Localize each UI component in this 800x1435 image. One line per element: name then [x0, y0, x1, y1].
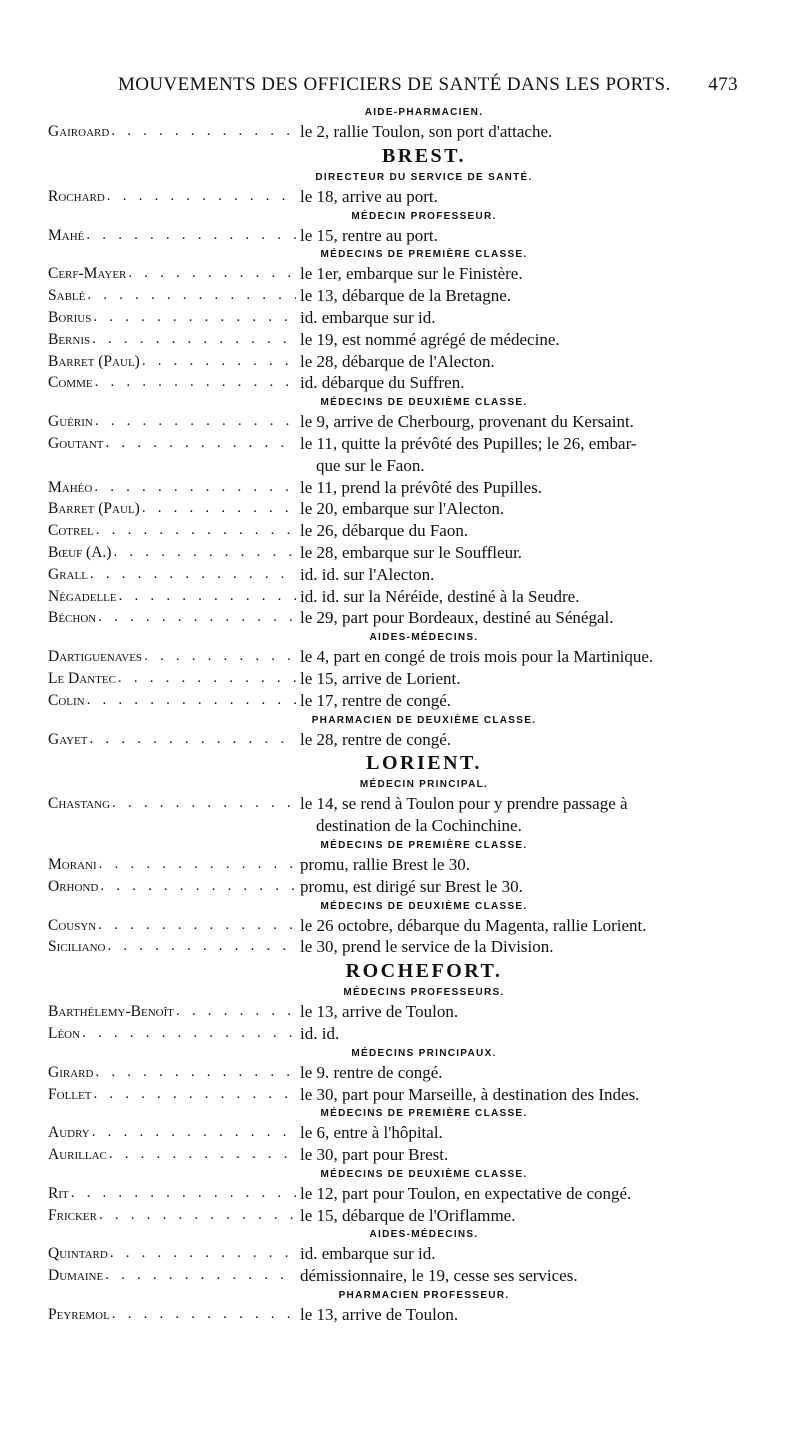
officer-name-cell — [48, 1243, 296, 1265]
rank-heading: MÉDECINS DE PREMIÈRE CLASSE. — [320, 1108, 528, 1120]
running-title: MOUVEMENTS DES OFFICIERS DE SANTÉ DANS LES PORTS. — [118, 74, 671, 95]
movement-description-cell — [296, 351, 740, 373]
officer-entry — [48, 121, 740, 143]
officer-name: Quintard — [48, 1245, 108, 1263]
movement-description-cell — [296, 729, 740, 751]
movement-description: le 20, embarque sur l'Alecton. — [300, 499, 505, 519]
movement-description: id. embarque sur id. — [300, 307, 436, 327]
movement-description-cell — [296, 1265, 740, 1287]
movement-description: le 30, part pour Marseille, à destination des Indes. — [300, 1084, 640, 1104]
movement-description-cell — [296, 854, 740, 876]
movement-description: le 9. rentre de congé. — [300, 1062, 443, 1082]
officer-name-cell — [48, 307, 296, 329]
officer-name: Dartiguenaves — [48, 648, 143, 666]
port-heading: BREST. — [381, 144, 467, 167]
movement-description-cell — [296, 329, 740, 351]
officer-name: Sablé — [48, 287, 86, 305]
officer-entry — [48, 186, 740, 208]
running-header — [118, 74, 738, 104]
leader-dots — [107, 186, 296, 208]
officer-name-cell — [48, 542, 296, 564]
movement-description: le 9, arrive de Cherbourg, provenant du Kersaint. — [300, 412, 634, 432]
officer-entry — [48, 1122, 740, 1144]
rank-heading: MÉDECIN PRINCIPAL. — [359, 779, 489, 791]
movement-description-cell — [296, 876, 740, 898]
officer-name-cell — [48, 854, 296, 876]
leader-dots — [118, 668, 296, 690]
officer-name: Borius — [48, 308, 92, 326]
movement-description-cell — [296, 1023, 740, 1045]
rank-heading: MÉDECINS DE DEUXIÈME CLASSE. — [320, 397, 528, 409]
movement-description: le 13, arrive de Toulon. — [300, 1002, 459, 1022]
movement-description: le 19, est nommé agrégé de médecine. — [300, 329, 560, 349]
movement-description: le 17, rentre de congé. — [300, 690, 452, 710]
officer-name-cell — [48, 586, 296, 608]
officer-name: Goutant — [48, 434, 104, 452]
movement-description-continued: destination de la Cochinchine. — [316, 816, 522, 836]
officer-entry — [48, 285, 740, 307]
officer-name-cell — [48, 1084, 296, 1106]
officer-name: Fricker — [48, 1206, 97, 1224]
officer-entry — [48, 854, 740, 876]
movement-description: promu, rallie Brest le 30. — [300, 854, 470, 874]
officer-name: Cotrel — [48, 522, 94, 540]
movement-description: le 26, débarque du Faon. — [300, 521, 469, 541]
movement-description: le 11, prend la prévôté des Pupilles. — [300, 477, 543, 497]
leader-dots — [142, 351, 296, 373]
officer-entry — [48, 433, 740, 477]
movement-description-cell — [296, 1205, 740, 1227]
leader-dots — [93, 1084, 296, 1106]
officer-entry — [48, 498, 740, 520]
movement-description-cell — [296, 263, 740, 285]
officer-entry — [48, 307, 740, 329]
rank-heading: MÉDECINS DE DEUXIÈME CLASSE. — [320, 900, 528, 912]
leader-dots — [96, 520, 296, 542]
officer-entry — [48, 564, 740, 586]
officer-entry — [48, 411, 740, 433]
movement-description-cell — [296, 225, 740, 247]
movement-description-cell — [296, 542, 740, 564]
movement-description: le 15, arrive de Lorient. — [300, 668, 461, 688]
movement-description: le 11, quitte la prévôté des Pupilles; le 26, embar- — [300, 433, 637, 453]
officer-entry — [48, 477, 740, 499]
officer-name-cell — [48, 263, 296, 285]
movement-description-cell — [296, 433, 740, 477]
movement-description: le 1er, embarque sur le Finistère. — [300, 264, 523, 284]
movement-description-cell — [296, 793, 740, 837]
officer-name-cell — [48, 520, 296, 542]
movement-description: le 30, part pour Brest. — [300, 1145, 449, 1165]
officer-name: Audry — [48, 1124, 90, 1142]
officer-entry — [48, 225, 740, 247]
page-number: 473 — [708, 74, 738, 95]
officer-name: Dumaine — [48, 1267, 104, 1285]
officer-name: Mahé — [48, 226, 85, 244]
leader-dots — [106, 433, 296, 455]
officer-entry — [48, 915, 740, 937]
officer-name: Béchon — [48, 609, 97, 627]
officer-name-cell — [48, 729, 296, 751]
movement-description: le 4, part en congé de trois mois pour la Martinique. — [300, 647, 654, 667]
officer-name-cell — [48, 498, 296, 520]
officer-name-cell — [48, 793, 296, 815]
movement-description-cell — [296, 186, 740, 208]
officer-name: Aurillac — [48, 1146, 107, 1164]
movement-description: id. id. sur l'Alecton. — [300, 564, 435, 584]
officer-name: Peyremol — [48, 1306, 110, 1324]
officer-name-cell — [48, 351, 296, 373]
officer-name-cell — [48, 186, 296, 208]
movement-description-cell — [296, 690, 740, 712]
officer-name-cell — [48, 564, 296, 586]
movement-description-cell — [296, 646, 740, 668]
officer-name: Bernis — [48, 330, 91, 348]
officer-entry — [48, 1183, 740, 1205]
officer-name-cell — [48, 411, 296, 433]
movement-description-cell — [296, 1183, 740, 1205]
movements-list — [48, 104, 740, 1326]
movement-description: promu, est dirigé sur Brest le 30. — [300, 876, 523, 896]
officer-name-cell — [48, 1023, 296, 1045]
leader-dots — [100, 876, 296, 898]
movement-description-cell — [296, 564, 740, 586]
officer-name: Barret (Paul) — [48, 500, 140, 518]
leader-dots — [90, 729, 296, 751]
leader-dots — [98, 607, 296, 629]
officer-name: Orhond — [48, 877, 99, 895]
movement-description: le 15, rentre au port. — [300, 225, 438, 245]
movement-description-cell — [296, 477, 740, 499]
officer-name-cell — [48, 329, 296, 351]
officer-name: Cerf-Mayer — [48, 265, 127, 283]
officer-name: Le Dantec — [48, 669, 116, 687]
officer-name: Gairoard — [48, 123, 110, 140]
leader-dots — [87, 285, 296, 307]
leader-dots — [94, 477, 296, 499]
rank-heading: MÉDECINS DE PREMIÈRE CLASSE. — [320, 839, 528, 851]
movement-description: le 12, part pour Toulon, en expectative de congé. — [300, 1183, 632, 1203]
leader-dots — [176, 1001, 296, 1023]
leader-dots — [93, 307, 296, 329]
officer-name: Cousyn — [48, 916, 97, 934]
officer-entry — [48, 1304, 740, 1326]
officer-name-cell — [48, 668, 296, 690]
officer-name: Girard — [48, 1063, 94, 1081]
officer-entry — [48, 1205, 740, 1227]
movement-description-cell — [296, 285, 740, 307]
rank-heading: MÉDECINS PRINCIPAUX. — [351, 1047, 497, 1059]
officer-name-cell — [48, 1183, 296, 1205]
officer-name-cell — [48, 1144, 296, 1166]
officer-name-cell — [48, 915, 296, 937]
movement-description-cell — [296, 607, 740, 629]
leader-dots — [92, 329, 296, 351]
officer-entry — [48, 329, 740, 351]
officer-entry — [48, 646, 740, 668]
officer-name-cell — [48, 433, 296, 455]
officer-entry — [48, 936, 740, 958]
officer-name-cell — [48, 1001, 296, 1023]
movement-description: le 30, prend le service de la Division. — [300, 937, 554, 957]
rank-heading: MÉDECIN PROFESSEUR. — [351, 210, 497, 222]
officer-name: Bœuf (A.) — [48, 543, 112, 561]
movement-description: le 15, débarque de l'Oriflamme. — [300, 1205, 516, 1225]
movement-description: le 13, débarque de la Bretagne. — [300, 286, 511, 306]
officer-entry — [48, 607, 740, 629]
officer-entry — [48, 876, 740, 898]
officer-name: Siciliano — [48, 938, 106, 956]
rank-heading: PHARMACIEN PROFESSEUR. — [338, 1290, 510, 1302]
leader-dots — [99, 1205, 296, 1227]
leader-dots — [87, 690, 296, 712]
officer-name: Comme — [48, 374, 93, 392]
rank-heading: AIDES-MÉDECINS. — [369, 632, 479, 644]
leader-dots — [95, 1062, 296, 1084]
port-heading: ROCHEFORT. — [345, 960, 503, 983]
officer-name-cell — [48, 225, 296, 247]
rank-heading: PHARMACIEN DE DEUXIÈME CLASSE. — [311, 714, 537, 726]
rank-heading: MÉDECINS DE PREMIÈRE CLASSE. — [320, 249, 528, 261]
leader-dots — [112, 1304, 296, 1326]
officer-name: Barthélemy-Benoît — [48, 1003, 174, 1021]
movement-description-cell — [296, 668, 740, 690]
movement-description: le 29, part pour Bordeaux, destiné au Sénégal. — [300, 608, 614, 628]
officer-name-cell — [48, 876, 296, 898]
officer-name: Mahéo — [48, 478, 93, 496]
leader-dots — [90, 564, 296, 586]
officer-name: Chastang — [48, 795, 111, 813]
officer-name-cell — [48, 607, 296, 629]
leader-dots — [112, 793, 296, 815]
leader-dots — [92, 1122, 296, 1144]
movement-description-cell — [296, 498, 740, 520]
officer-name-cell — [48, 936, 296, 958]
officer-name-cell — [48, 477, 296, 499]
officer-name-cell — [48, 121, 296, 143]
officer-entry — [48, 1243, 740, 1265]
movement-description: le 13, arrive de Toulon. — [300, 1305, 459, 1325]
rank-heading: MÉDECINS DE DEUXIÈME CLASSE. — [320, 1168, 528, 1180]
officer-entry — [48, 1062, 740, 1084]
movement-description: le 28, rentre de congé. — [300, 729, 452, 749]
officer-name-cell — [48, 1122, 296, 1144]
leader-dots — [128, 263, 296, 285]
movement-description-cell — [296, 1144, 740, 1166]
port-heading: LORIENT. — [366, 752, 482, 775]
leader-dots — [142, 498, 296, 520]
officer-entry — [48, 668, 740, 690]
movement-description-cell — [296, 1122, 740, 1144]
officer-name: Rochard — [48, 187, 105, 205]
movement-description-cell — [296, 1304, 740, 1326]
officer-entry — [48, 1084, 740, 1106]
rank-heading: AIDE-PHARMACIEN. — [364, 107, 484, 118]
movement-description-cell — [296, 121, 740, 143]
movement-description: id. embarque sur id. — [300, 1244, 436, 1264]
movement-description-cell — [296, 1062, 740, 1084]
officer-name-cell — [48, 1062, 296, 1084]
movement-description: le 26 octobre, débarque du Magenta, rallie Lorient. — [300, 915, 647, 935]
movement-description: le 2, rallie Toulon, son port d'attache. — [300, 122, 553, 141]
leader-dots — [144, 646, 296, 668]
movement-description: démissionnaire, le 19, cesse ses services. — [300, 1266, 578, 1286]
movement-description-cell — [296, 1001, 740, 1023]
officer-entry — [48, 372, 740, 394]
leader-dots — [86, 225, 296, 247]
officer-name-cell — [48, 1265, 296, 1287]
leader-dots — [119, 586, 296, 608]
movement-description-cell — [296, 520, 740, 542]
leader-dots — [95, 411, 296, 433]
movement-description: le 28, débarque de l'Alecton. — [300, 351, 495, 371]
officer-name: Guérin — [48, 413, 93, 431]
officer-entry — [48, 1144, 740, 1166]
leader-dots — [110, 1243, 296, 1265]
movement-description-cell — [296, 1243, 740, 1265]
leader-dots — [108, 936, 297, 958]
movement-description: le 18, arrive au port. — [300, 186, 438, 206]
movement-description-cell — [296, 372, 740, 394]
rank-heading: MÉDECINS PROFESSEURS. — [343, 987, 505, 999]
officer-entry — [48, 793, 740, 837]
leader-dots — [99, 854, 296, 876]
leader-dots — [98, 915, 296, 937]
leader-dots — [105, 1265, 296, 1287]
rank-heading: AIDES-MÉDECINS. — [369, 1229, 479, 1241]
movement-description-cell — [296, 1084, 740, 1106]
movement-description: le 6, entre à l'hôpital. — [300, 1123, 443, 1143]
leader-dots — [109, 1144, 296, 1166]
leader-dots — [82, 1023, 296, 1045]
officer-name: Follet — [48, 1085, 92, 1103]
officer-name-cell — [48, 646, 296, 668]
officer-name: Gayet — [48, 730, 88, 748]
movement-description-cell — [296, 586, 740, 608]
officer-entry — [48, 729, 740, 751]
movement-description: id. id. sur la Néréide, destiné à la Seudre. — [300, 586, 580, 606]
officer-entry — [48, 542, 740, 564]
officer-name-cell — [48, 690, 296, 712]
movement-description: id. id. — [300, 1023, 340, 1043]
leader-dots — [113, 542, 296, 564]
movement-description: le 28, embarque sur le Souffleur. — [300, 542, 523, 562]
officer-name: Rit — [48, 1184, 69, 1202]
officer-name-cell — [48, 285, 296, 307]
officer-name: Négadelle — [48, 587, 117, 605]
movement-description-cell — [296, 307, 740, 329]
officer-name-cell — [48, 372, 296, 394]
leader-dots — [111, 121, 296, 143]
officer-entry — [48, 1001, 740, 1023]
officer-entry — [48, 351, 740, 373]
movement-description-cell — [296, 411, 740, 433]
movement-description: le 14, se rend à Toulon pour y prendre passage à — [300, 794, 628, 814]
officer-name: Morani — [48, 855, 97, 873]
officer-name: Léon — [48, 1024, 81, 1042]
officer-entry — [48, 586, 740, 608]
officer-name: Colin — [48, 691, 85, 709]
officer-entry — [48, 1265, 740, 1287]
officer-name-cell — [48, 1205, 296, 1227]
movement-description: id. débarque du Suffren. — [300, 373, 465, 393]
movement-description-cell — [296, 915, 740, 937]
movement-description-cell — [296, 936, 740, 958]
leader-dots — [95, 372, 296, 394]
officer-entry — [48, 690, 740, 712]
officer-name-cell — [48, 1304, 296, 1326]
movement-description-continued: que sur le Faon. — [316, 455, 425, 475]
officer-name: Grall — [48, 565, 88, 583]
officer-entry — [48, 1023, 740, 1045]
officer-name: Barret (Paul) — [48, 352, 140, 370]
leader-dots — [71, 1183, 296, 1205]
rank-heading: DIRECTEUR DU SERVICE DE SANTÉ. — [315, 171, 533, 183]
officer-entry — [48, 520, 740, 542]
officer-entry — [48, 263, 740, 285]
